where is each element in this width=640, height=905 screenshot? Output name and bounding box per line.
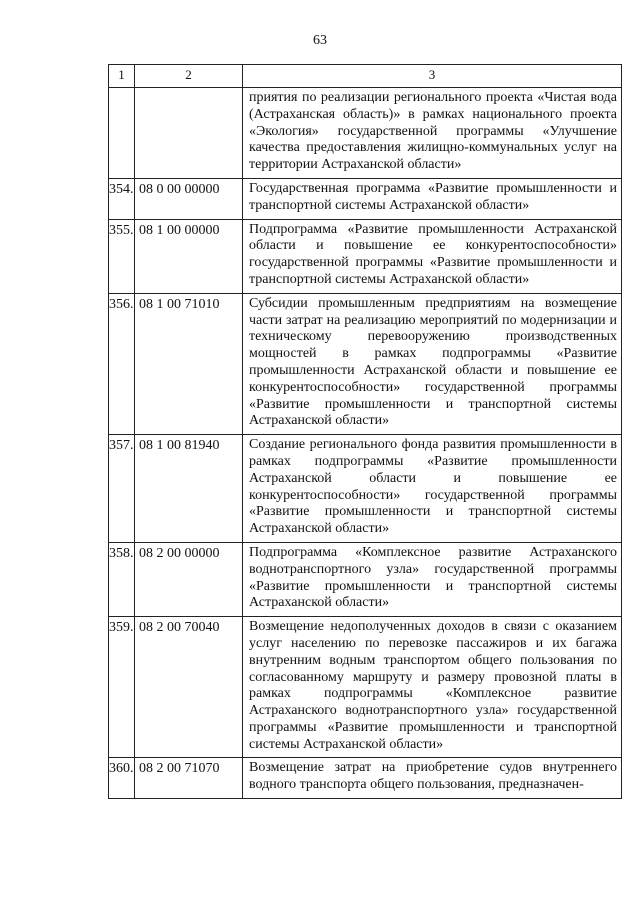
continuation-row	[109, 88, 622, 179]
row-text: Государственная программа «Развитие промышленности и транспортной системы Астраханской области»	[243, 178, 622, 219]
page-number: 63	[313, 33, 327, 48]
column-header-3: 3	[243, 65, 622, 88]
column-header-1: 1	[109, 65, 135, 88]
row-number: 356.	[109, 293, 135, 434]
table-row	[109, 219, 622, 293]
row-number: 354.	[109, 178, 135, 219]
row-text: Подпрограмма «Развитие промышленности Астраханской области и повышение ее конкурентоспособности» государственной программы «Развитие промышленности и транспортной системы Астраханской области»	[243, 219, 622, 293]
table-row	[109, 435, 622, 543]
row-text: Субсидии промышленным предприятиям на возмещение части затрат на реализацию мероприятий по модернизации и техническому перевооружению производственных мощностей в рамках подпрограммы «Развитие промышленности Астраханской области и повышение ее конкурентоспособности» государственной программы «Развитие промышленности и транспортной системы Астраханской области»	[243, 293, 622, 434]
row-number: 360.	[109, 758, 135, 799]
continuation-num-cell	[109, 88, 135, 179]
row-number: 358.	[109, 542, 135, 616]
table-row	[109, 617, 622, 758]
row-number: 359.	[109, 617, 135, 758]
continuation-text: приятия по реализации регионального проекта «Чистая вода (Астраханская область)» в рамках национального проекта «Экология» государственной программы «Улучшение качества предоставления жилищно-коммунальных услуг на территории Астраханской области»	[243, 88, 622, 179]
row-code: 08 2 00 70040	[135, 617, 243, 758]
row-code: 08 1 00 71010	[135, 293, 243, 434]
row-code: 08 0 00 00000	[135, 178, 243, 219]
row-code: 08 1 00 00000	[135, 219, 243, 293]
row-text: Возмещение затрат на приобретение судов внутреннего водного транспорта общего пользования, предназначен-	[243, 758, 622, 799]
table-row	[109, 293, 622, 434]
row-number: 357.	[109, 435, 135, 543]
row-number: 355.	[109, 219, 135, 293]
table-row	[109, 758, 622, 799]
row-code: 08 1 00 81940	[135, 435, 243, 543]
row-code: 08 2 00 71070	[135, 758, 243, 799]
table-row	[109, 178, 622, 219]
row-text: Создание регионального фонда развития промышленности в рамках подпрограммы «Развитие промышленности Астраханской области и повышение ее конкурентоспособности» государственной программы «Развитие промышленности и транспортной системы Астраханской области»	[243, 435, 622, 543]
row-text: Подпрограмма «Комплексное развитие Астраханского воднотранспортного узла» государственной программы «Развитие промышленности и транспортной системы Астраханской области»	[243, 542, 622, 616]
row-text: Возмещение недополученных доходов в связи с оказанием услуг населению по перевозке пассажиров и их багажа внутренним водным транспортом общего пользования по согласованному маршруту и размеру провозной платы в рамках подпрограммы «Комплексное развитие Астраханского воднотранспортного узла» государственной программы «Развитие промышленности и транспортной системы Астраханской области»	[243, 617, 622, 758]
table-row	[109, 542, 622, 616]
column-header-2: 2	[135, 65, 243, 88]
row-code: 08 2 00 00000	[135, 542, 243, 616]
column-header-row	[109, 65, 622, 88]
classification-table	[108, 64, 622, 799]
continuation-code-cell	[135, 88, 243, 179]
